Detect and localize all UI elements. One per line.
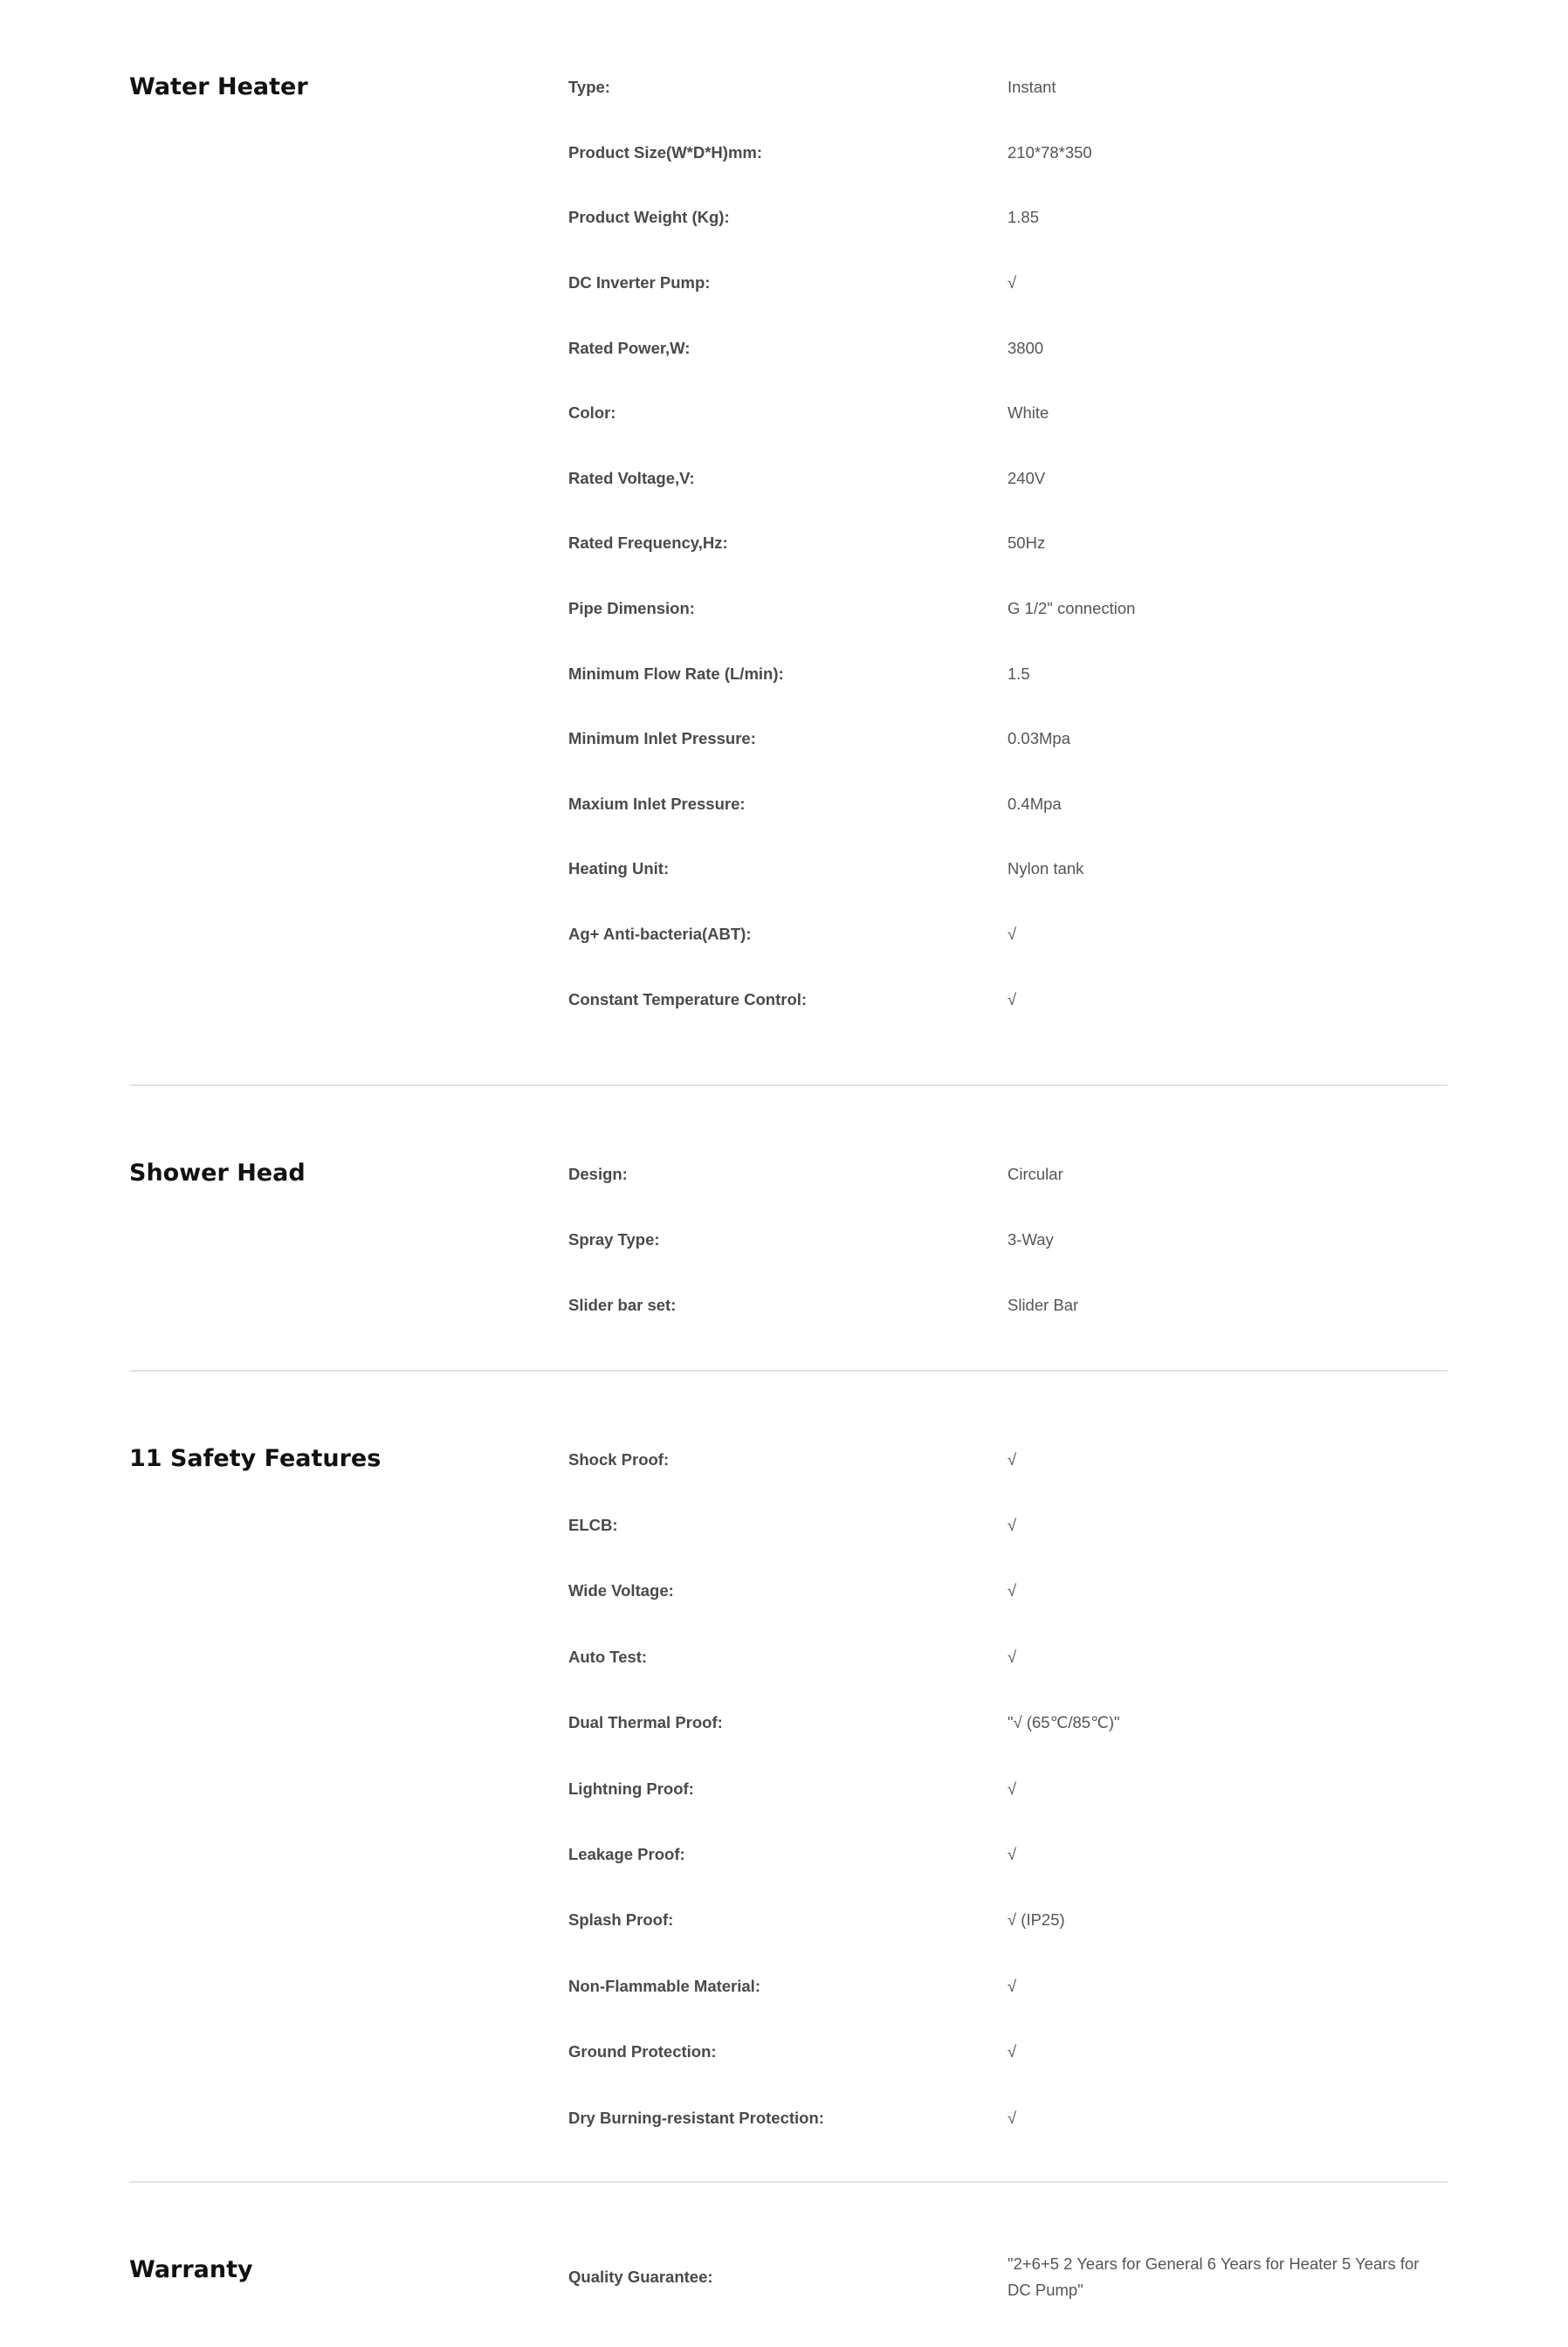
spec-row-dual-thermal-proof [568,1690,1448,1756]
spec-row-non-flammable-material [568,1953,1448,2019]
spec-label: Spray Type: [568,1230,660,1249]
spec-label: Ground Protection: [568,2042,717,2061]
spec-row-spray-type [568,1207,1448,1272]
check-mark: √ [1008,2108,1017,2127]
spec-value: 210*78*350 [1008,142,1092,162]
spec-label: Rated Frequency,Hz: [568,533,728,553]
spec-label: Heating Unit: [568,859,670,878]
check-mark: √ [1008,925,1017,944]
spec-row-wide-voltage [568,1559,1448,1624]
spec-value: 0.4Mpa [1008,794,1062,813]
spec-value: G 1/2" connection [1008,599,1136,618]
spec-label: Dry Burning-resistant Protection: [568,2108,824,2127]
spec-row-pipe-dimension [568,576,1448,642]
check-mark: √ [1008,1581,1017,1600]
spec-list [568,1442,1448,2181]
spec-value: 0.03Mpa [1008,729,1070,748]
spec-row-maxium-inlet-pressure [568,772,1448,837]
spec-row-leakage-proof [568,1821,1448,1887]
spec-value: Slider Bar [1008,1296,1079,1315]
spec-label: Color: [568,403,616,423]
spec-label: Product Weight (Kg): [568,208,730,227]
spec-row-dc-inverter-pump [568,251,1448,316]
spec-label: Shock Proof: [568,1449,670,1469]
spec-list [568,1156,1448,1370]
check-mark: √ [1008,273,1017,293]
spec-row-minimum-inlet-pressure [568,706,1448,772]
spec-list [568,70,1448,1084]
spec-label: Pipe Dimension: [568,599,695,618]
spec-list [568,2253,1448,2347]
spec-label: Maxium Inlet Pressure: [568,794,746,813]
spec-row-quality-guarantee [568,2248,1448,2306]
spec-row-minimum-flow-rate [568,641,1448,706]
spec-label: Rated Voltage,V: [568,468,695,487]
spec-value: Instant [1008,78,1056,97]
spec-value: 3800 [1008,338,1044,357]
spec-label: DC Inverter Pump: [568,273,711,293]
check-mark: √ [1008,1449,1017,1469]
spec-label: Type: [568,78,610,97]
check-mark: √ [1008,1976,1017,1995]
spec-row-elcb [568,1492,1448,1558]
check-mark: √ [1008,1647,1017,1666]
spec-row-anti-bacteria [568,902,1448,967]
spec-label: Design: [568,1164,628,1183]
section-safety-features [129,1372,1448,2183]
spec-value: Nylon tank [1008,859,1084,878]
spec-row-slider-bar-set [568,1273,1448,1339]
spec-row-splash-proof [568,1888,1448,1953]
section-title: Warranty [129,2256,253,2283]
spec-value: √ (IP25) [1008,1910,1065,1930]
check-mark: √ [1008,2042,1017,2061]
spec-label: Dual Thermal Proof: [568,1713,723,1732]
spec-value: Circular [1008,1164,1063,1183]
spec-row-color [568,381,1448,446]
spec-row-dry-burning-protection [568,2085,1448,2151]
spec-label: Rated Power,W: [568,338,691,357]
spec-value: 1.85 [1008,208,1040,227]
spec-row-lightning-proof [568,1756,1448,1821]
spec-row-rated-voltage [568,446,1448,512]
spec-value: "2+6+5 2 Years for General 6 Years for Heater 5 Years for DC Pump" [1008,2254,1420,2299]
section-water-heater [129,0,1448,1086]
spec-value: White [1008,403,1049,423]
spec-label: Non-Flammable Material: [568,1976,760,1995]
section-title: 11 Safety Features [129,1445,382,1472]
spec-label: Quality Guarantee: [568,2268,713,2286]
spec-row-constant-temperature-control [568,967,1448,1032]
check-mark: √ [1008,1779,1017,1798]
spec-value: 50Hz [1008,533,1046,553]
spec-row-shock-proof [568,1427,1448,1492]
spec-value: 3-Way [1008,1230,1054,1249]
section-shower-head [129,1086,1448,1372]
spec-value: 1.5 [1008,664,1030,683]
spec-label: Minimum Inlet Pressure: [568,729,756,748]
spec-label: Minimum Flow Rate (L/min): [568,664,784,683]
spec-row-rated-frequency [568,511,1448,576]
spec-value: 240V [1008,468,1046,487]
spec-label: Splash Proof: [568,1910,674,1930]
check-mark: √ [1008,1516,1017,1535]
specifications-table [129,0,1448,2347]
spec-label: Wide Voltage: [568,1581,674,1600]
spec-label: Slider bar set: [568,1296,677,1315]
check-mark: √ [1008,1845,1017,1864]
spec-label: Leakage Proof: [568,1845,685,1864]
spec-label: Constant Temperature Control: [568,989,808,1008]
spec-row-ground-protection [568,2020,1448,2085]
spec-label: Auto Test: [568,1647,648,1666]
spec-label: ELCB: [568,1516,618,1535]
spec-row-type [568,55,1448,120]
section-title: Shower Head [129,1160,306,1187]
spec-row-auto-test [568,1624,1448,1690]
spec-row-rated-power [568,315,1448,381]
spec-row-product-size [568,120,1448,186]
section-warranty [129,2183,1448,2347]
spec-value: "√ (65℃/85℃)" [1008,1713,1120,1732]
spec-row-design [568,1141,1448,1207]
spec-label: Product Size(W*D*H)mm: [568,142,763,162]
section-title: Water Heater [129,73,308,100]
spec-label: Ag+ Anti-bacteria(ABT): [568,925,752,944]
check-mark: √ [1008,989,1017,1008]
spec-row-heating-unit [568,836,1448,902]
spec-row-product-weight [568,185,1448,251]
spec-label: Lightning Proof: [568,1779,694,1798]
